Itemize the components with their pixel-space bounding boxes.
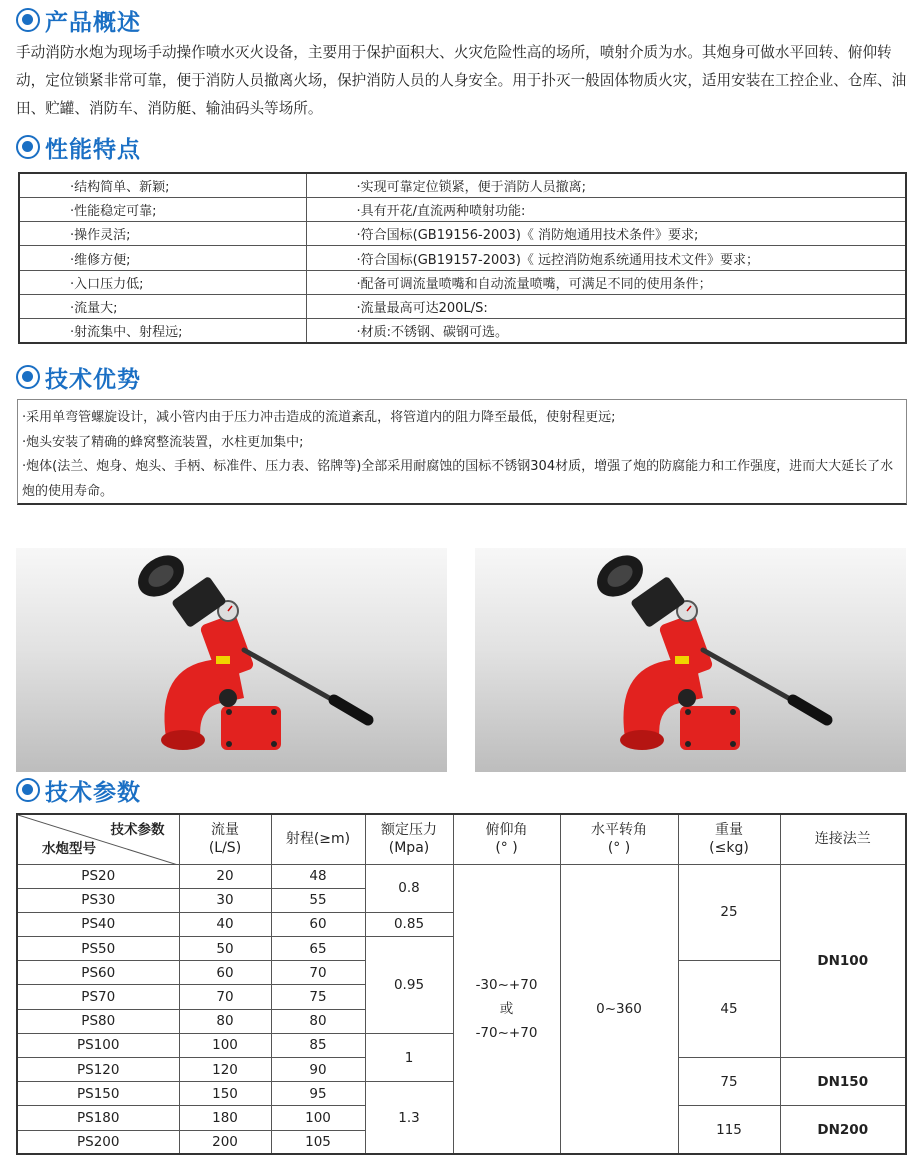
diag-header-bottom: 水炮型号 <box>42 840 96 857</box>
advantage-item: ·采用单弯管螺旋设计，减小管内由于压力冲击造成的流道紊乱，将管道内的阻力降至最低，使射程更远; <box>22 410 616 425</box>
range-cell: 70 <box>271 961 365 985</box>
model-cell: PS30 <box>17 888 179 912</box>
header-line: (Mpa) <box>388 840 430 857</box>
feature-cell: ·性能稳定可靠; <box>19 197 306 221</box>
diagonal-header <box>17 814 179 864</box>
diag-header-top: 技术参数 <box>110 822 165 838</box>
feature-cell: ·射流集中、射程远; <box>19 319 306 343</box>
header-line: (L/S) <box>208 840 242 857</box>
model-cell: PS100 <box>17 1033 179 1057</box>
feature-cell: ·实现可靠定位锁紧，便于消防人员撤离; <box>306 173 906 197</box>
model-cell: PS180 <box>17 1106 179 1130</box>
feature-cell: ·配备可调流量喷嘴和自动流量喷嘴，可满足不同的使用条件； <box>306 270 906 294</box>
target-circle-icon <box>16 778 40 802</box>
flow-cell: 100 <box>179 1033 271 1057</box>
header-line: 流量 <box>211 822 239 839</box>
model-cell: PS80 <box>17 1009 179 1033</box>
elevation-cell <box>453 864 560 1154</box>
target-circle-icon <box>16 8 40 32</box>
range-cell: 85 <box>271 1033 365 1057</box>
flow-cell: 60 <box>179 961 271 985</box>
model-cell: PS20 <box>17 864 179 888</box>
range-cell: 65 <box>271 937 365 961</box>
params-title: 技术参数 <box>45 779 141 806</box>
table-header-row <box>17 814 906 864</box>
pressure-cell: 0.8 <box>365 864 453 912</box>
model-cell: PS70 <box>17 985 179 1009</box>
model-cell: PS150 <box>17 1082 179 1106</box>
flow-cell: 20 <box>179 864 271 888</box>
elevation-line: -30~+70 <box>475 976 538 993</box>
advantages-box <box>17 399 907 505</box>
feature-cell: ·操作灵活; <box>19 222 306 246</box>
elevation-line: 或 <box>499 1000 514 1017</box>
pressure-cell: 1.3 <box>365 1082 453 1155</box>
pressure-cell: 0.95 <box>365 937 453 1034</box>
water-cannon-image <box>475 548 906 772</box>
table-row <box>19 270 906 294</box>
weight-cell: 25 <box>678 864 780 961</box>
header-flow <box>179 814 271 864</box>
range-cell: 90 <box>271 1058 365 1082</box>
features-title: 性能特点 <box>45 136 141 163</box>
header-line: 额定压力 <box>381 822 437 839</box>
range-cell: 60 <box>271 912 365 936</box>
flow-cell: 150 <box>179 1082 271 1106</box>
feature-cell: ·维修方便; <box>19 246 306 270</box>
range-cell: 80 <box>271 1009 365 1033</box>
weight-cell: 75 <box>678 1058 780 1106</box>
advantages-heading <box>16 361 141 393</box>
flange-cell: DN200 <box>780 1106 906 1154</box>
table-row <box>19 173 906 197</box>
advantages-title: 技术优势 <box>45 366 141 393</box>
pressure-cell: 0.85 <box>365 912 453 936</box>
target-circle-icon <box>16 135 40 159</box>
elevation-line: -70~+70 <box>475 1024 538 1041</box>
model-cell: PS200 <box>17 1130 179 1154</box>
header-line: (≤kg) <box>709 840 749 857</box>
flow-cell: 80 <box>179 1009 271 1033</box>
features-table <box>18 172 907 344</box>
feature-cell: ·符合国标(GB19156-2003)《 消防炮通用技术条件》要求; <box>306 222 906 246</box>
table-row <box>19 246 906 270</box>
table-row <box>17 864 906 888</box>
table-row <box>19 294 906 318</box>
features-heading <box>16 131 141 163</box>
header-line: 水平转角 <box>591 822 647 839</box>
table-row <box>19 197 906 221</box>
header-rotation <box>560 814 678 864</box>
advantage-item: ·炮头安装了精确的蜂窝整流装置，水柱更加集中; <box>22 434 304 450</box>
model-cell: PS60 <box>17 961 179 985</box>
range-cell: 100 <box>271 1106 365 1130</box>
table-row <box>19 319 906 343</box>
range-cell: 55 <box>271 888 365 912</box>
target-circle-icon <box>16 365 40 389</box>
params-heading <box>16 774 141 806</box>
header-flange: 连接法兰 <box>780 814 906 864</box>
flange-cell: DN150 <box>780 1058 906 1106</box>
table-row <box>19 222 906 246</box>
flow-cell: 50 <box>179 937 271 961</box>
header-pressure <box>365 814 453 864</box>
feature-cell: ·符合国标(GB19157-2003)《 远控消防炮系统通用技术文件》要求； <box>306 246 906 270</box>
range-cell: 75 <box>271 985 365 1009</box>
rotation-cell: 0~360 <box>560 864 678 1154</box>
water-cannon-image <box>16 548 447 772</box>
product-photo <box>16 548 447 772</box>
params-table <box>16 813 907 1155</box>
overview-title: 产品概述 <box>45 9 141 36</box>
overview-text: 手动消防水炮为现场手动操作喷水灭火设备，主要用于保护面积大、火灾危险性高的场所，喷射介质为水。其炮身可做水平回转、俯仰转动，定位锁紧非常可靠，便于消防人员撤离火场，保护消防人员的人身安全。用于扑灭一般固体物质火灾，适用安装在工控企业、仓库、油田、贮罐、消防车、消防艇、输油码头等场所。 <box>16 44 907 117</box>
flow-cell: 40 <box>179 912 271 936</box>
header-range: 射程(≥m) <box>271 814 365 864</box>
range-cell: 95 <box>271 1082 365 1106</box>
weight-cell: 45 <box>678 961 780 1058</box>
advantage-item: ·炮体(法兰、炮身、炮头、手柄、标准件、压力表、铭牌等)全部采用耐腐蚀的国标不锈钢304材质，增强了炮的防腐能力和工作强度，进而大大延长了水炮的使用寿命。 <box>22 459 894 499</box>
feature-cell: ·具有开花/直流两种喷射功能: <box>306 197 906 221</box>
header-line: (° ) <box>607 840 631 857</box>
header-line: (° ) <box>495 840 518 857</box>
header-line: 俯仰角 <box>485 822 528 839</box>
feature-cell: ·结构简单、新颖; <box>19 173 306 197</box>
product-photo <box>475 548 906 772</box>
flow-cell: 30 <box>179 888 271 912</box>
flow-cell: 180 <box>179 1106 271 1130</box>
flow-cell: 200 <box>179 1130 271 1154</box>
feature-cell: ·流量大; <box>19 294 306 318</box>
feature-cell: ·材质:不锈钢、碳钢可选。 <box>306 319 906 343</box>
model-cell: PS50 <box>17 937 179 961</box>
feature-cell: ·入口压力低; <box>19 270 306 294</box>
model-cell: PS120 <box>17 1058 179 1082</box>
header-line: 重量 <box>715 822 743 839</box>
flange-cell: DN100 <box>780 864 906 1058</box>
flow-cell: 120 <box>179 1058 271 1082</box>
feature-cell: ·流量最高可达200L/S: <box>306 294 906 318</box>
pressure-cell: 1 <box>365 1033 453 1081</box>
model-cell: PS40 <box>17 912 179 936</box>
range-cell: 105 <box>271 1130 365 1154</box>
flow-cell: 70 <box>179 985 271 1009</box>
header-weight <box>678 814 780 864</box>
weight-cell: 115 <box>678 1106 780 1154</box>
range-cell: 48 <box>271 864 365 888</box>
header-elevation <box>453 814 560 864</box>
overview-heading <box>16 4 141 36</box>
